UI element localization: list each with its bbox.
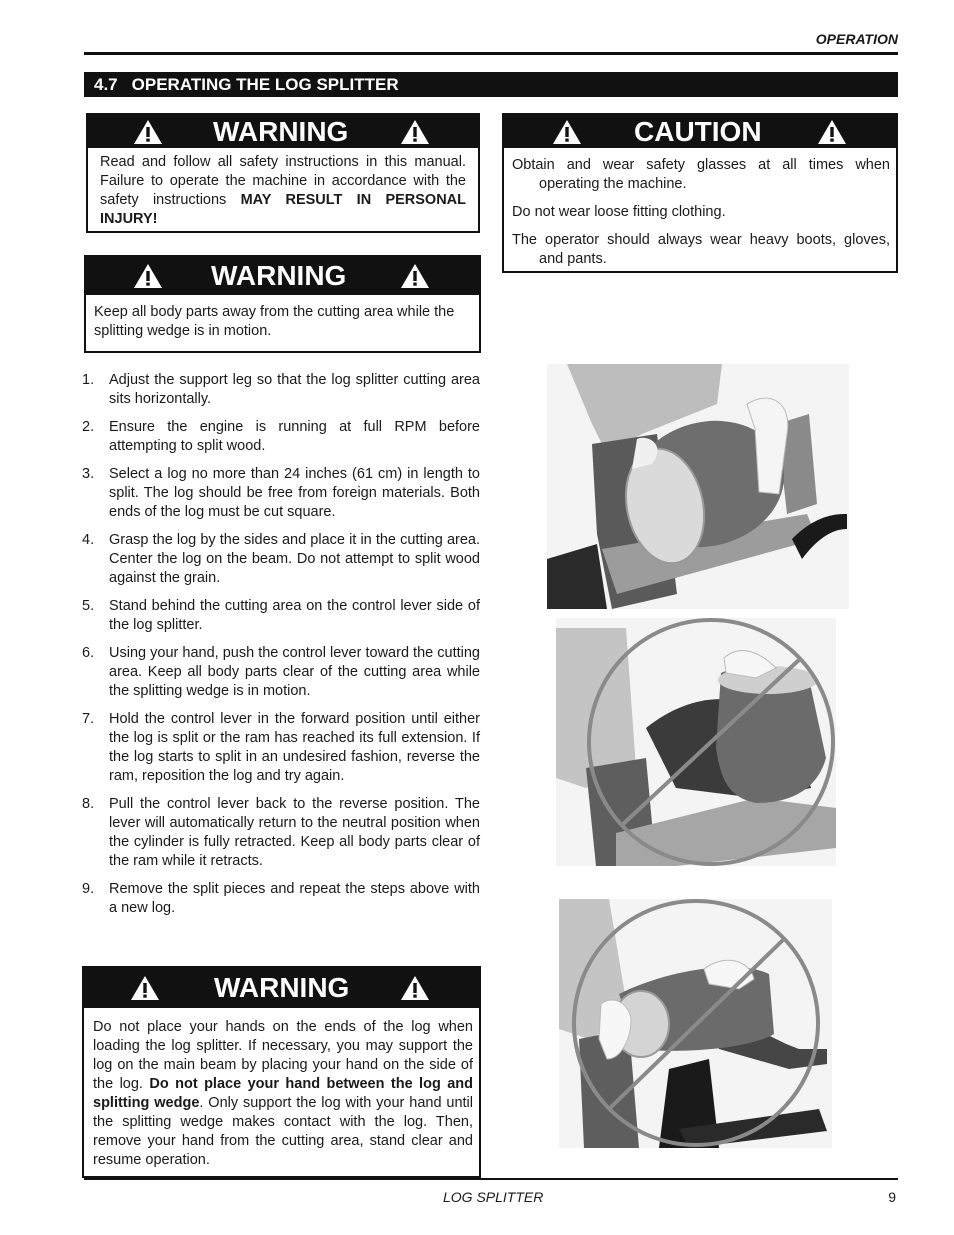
warning-text-bold: MAY RESULT IN PERSONAL INJURY! (100, 192, 467, 227)
footer-rule (84, 1178, 898, 1180)
photo-incorrect-hand-between-log-and-wedge (559, 899, 832, 1148)
header-section-label: OPERATION (815, 31, 898, 47)
caution-header (504, 115, 896, 148)
header-rule (84, 52, 898, 55)
photo-incorrect-hand-on-log-end (556, 618, 836, 866)
warning-header (84, 968, 479, 1008)
page-number: 9 (888, 1189, 896, 1205)
step-number: 6. (82, 645, 95, 661)
caution-box-protective-gear (502, 113, 898, 273)
warning-triangle-icon (130, 975, 160, 1001)
caution-item: Do not wear loose fitting clothing. (512, 204, 726, 220)
list-item (82, 418, 480, 456)
warning-box-keep-clear (84, 255, 481, 353)
step-text: Pull the control lever back to the reverse position. The lever will automatically return to the neutral position when the cylinder is fully retracted. Keep all body parts clear of the ram while it retracts. (109, 796, 480, 869)
list-item (82, 795, 480, 871)
list-item (82, 880, 480, 918)
log-grip-illustration (547, 364, 849, 609)
step-number: 3. (82, 466, 95, 482)
caution-body (504, 148, 896, 269)
photo-correct-log-grip (547, 364, 849, 609)
list-item (82, 597, 480, 635)
step-number: 8. (82, 796, 95, 812)
step-number: 1. (82, 372, 95, 388)
warning-title: WARNING (211, 260, 347, 291)
hand-between-wedge-illustration (559, 899, 832, 1148)
warning-text: . Only support the log with your hand until the splitting wedge makes contact with the log. Then, remove your hand from the cutting area, stand clear and resume operation. (93, 1095, 474, 1168)
warning-triangle-icon (400, 119, 430, 145)
caution-item: The operator should always wear heavy boots, gloves, and pants. (512, 232, 890, 267)
warning-triangle-icon (817, 119, 847, 145)
caution-item: Obtain and wear safety glasses at all times when operating the machine. (512, 157, 890, 192)
warning-text-bold: Do not place your hand between the log and splitting wedge (93, 1076, 473, 1111)
warning-title: WARNING (213, 116, 349, 147)
step-text: Ensure the engine is running at full RPM before attempting to split wood. (109, 419, 480, 454)
step-text: Hold the control lever in the forward position until either the log is split or the ram has reached its full extension. If the log starts to split in an undesired fashion, reverse the ram, reposition the log and try again. (109, 711, 480, 784)
warning-triangle-icon (400, 975, 430, 1001)
step-text: Remove the split pieces and repeat the steps above with a new log. (109, 881, 480, 916)
footer-manual-title: LOG SPLITTER (443, 1189, 544, 1205)
step-number: 4. (82, 532, 95, 548)
step-number: 5. (82, 598, 95, 614)
list-item (82, 710, 480, 786)
warning-triangle-icon (133, 119, 163, 145)
step-number: 9. (82, 881, 95, 897)
warning-body (84, 1008, 479, 1170)
warning-triangle-icon (552, 119, 582, 145)
step-text: Grasp the log by the sides and place it in the cutting area. Center the log on the beam. Do not attempt to split wood against the grain. (109, 532, 480, 586)
list-item (82, 465, 480, 522)
step-number: 7. (82, 711, 95, 727)
warning-text: Read and follow all safety instructions in this manual. Failure to operate the machine in accordance with the safety instructions (100, 154, 466, 208)
section-number: 4.7 (94, 75, 118, 94)
list-item (82, 371, 480, 409)
list-item (82, 644, 480, 701)
warning-box-safety-instructions (86, 113, 480, 233)
warning-triangle-icon (400, 263, 430, 289)
section-heading (84, 72, 898, 97)
step-text: Select a log no more than 24 inches (61 cm) in length to split. The log should be free from foreign materials. Both ends of the log must be cut square. (109, 466, 480, 520)
warning-box-hand-placement (82, 966, 481, 1178)
list-item (82, 531, 480, 588)
section-title: OPERATING THE LOG SPLITTER (131, 75, 399, 94)
step-number: 2. (82, 419, 95, 435)
warning-text: Do not place your hands on the ends of the log when loading the log splitter. If necessary, you may support the log on the main beam by placing your hand on the side of the log. (93, 1019, 473, 1092)
warning-body (88, 148, 478, 229)
operating-steps-list (82, 371, 480, 927)
warning-text: Keep all body parts away from the cutting area while the splitting wedge is in motion. (94, 304, 455, 339)
warning-header (88, 115, 478, 148)
caution-title: CAUTION (634, 116, 762, 147)
hand-on-end-illustration (556, 618, 836, 866)
step-text: Adjust the support leg so that the log splitter cutting area sits horizontally. (109, 372, 480, 407)
step-text: Using your hand, push the control lever toward the cutting area. Keep all body parts clear of the cutting area while the splitting wedge is in motion. (109, 645, 480, 699)
warning-triangle-icon (133, 263, 163, 289)
warning-title: WARNING (214, 972, 350, 1003)
warning-header (86, 257, 479, 295)
step-text: Stand behind the cutting area on the control lever side of the log splitter. (109, 598, 480, 633)
warning-body (86, 295, 479, 341)
